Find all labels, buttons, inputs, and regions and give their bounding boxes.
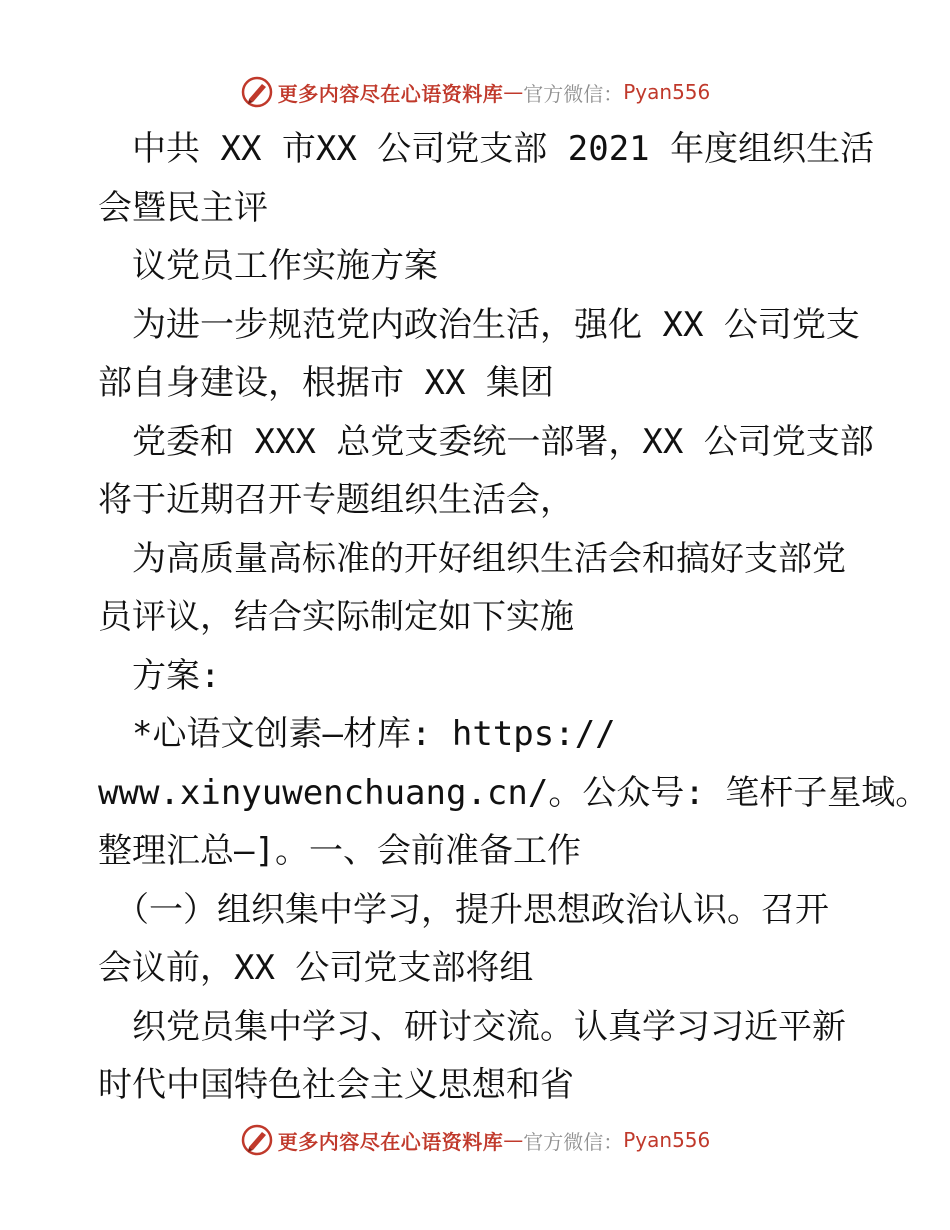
text-line: 党委和 XXX 总党支委统一部署，XX 公司党支部 — [98, 421, 874, 462]
pen-logo-icon — [240, 75, 274, 109]
text-line: （一）组织集中学习，提升思想政治认识。召开 — [98, 889, 829, 930]
text-line: 会暨民主评 — [98, 187, 268, 228]
text-line: 方案: — [98, 655, 221, 696]
banner-wechat-label: 官方微信： — [523, 1129, 624, 1154]
text-line: 会议前，XX 公司党支部将组 — [98, 948, 534, 988]
banner-site-name: 更多内容尽在心语资料库 — [277, 81, 504, 106]
text-line: *心语文创素—材库: https:// — [98, 714, 616, 754]
banner-wechat-label: 官方微信： — [523, 81, 624, 106]
text-line: 中共 XX 市XX 公司党支部 2021 年度组织生活 — [98, 129, 875, 169]
text-line: 时代中国特色社会主义思想和省 — [98, 1065, 574, 1105]
text-line: 织党员集中学习、研讨交流。认真学习习近平新 — [98, 1006, 846, 1047]
text-line: 议党员工作实施方案 — [98, 246, 438, 286]
pen-logo-icon — [240, 1123, 274, 1157]
text-line: 为高质量高标准的开好组织生活会和搞好支部党 — [98, 538, 846, 579]
text-line: 为进一步规范党内政治生活，强化 XX 公司党支 — [98, 304, 860, 345]
banner-wechat-id: Pyan556 — [623, 1128, 711, 1152]
text-line: 整理汇总—]。一、会前准备工作 — [98, 831, 581, 871]
banner-wechat-id: Pyan556 — [623, 80, 711, 104]
banner-dash: — — [503, 80, 524, 104]
text-line: www.xinyuwenchuang.cn/。公众号: 笔杆子星域。 — [98, 772, 930, 813]
header-watermark-banner — [0, 72, 950, 112]
footer-watermark-banner — [0, 1120, 950, 1160]
text-line: 部自身建设，根据市 XX 集团 — [98, 363, 554, 403]
text-line: 将于近期召开专题组织生活会， — [98, 480, 574, 520]
banner-dash: — — [503, 1128, 524, 1152]
banner-site-name: 更多内容尽在心语资料库 — [277, 1129, 504, 1154]
text-line: 员评议，结合实际制定如下实施 — [98, 597, 574, 637]
document-body — [98, 120, 930, 1115]
